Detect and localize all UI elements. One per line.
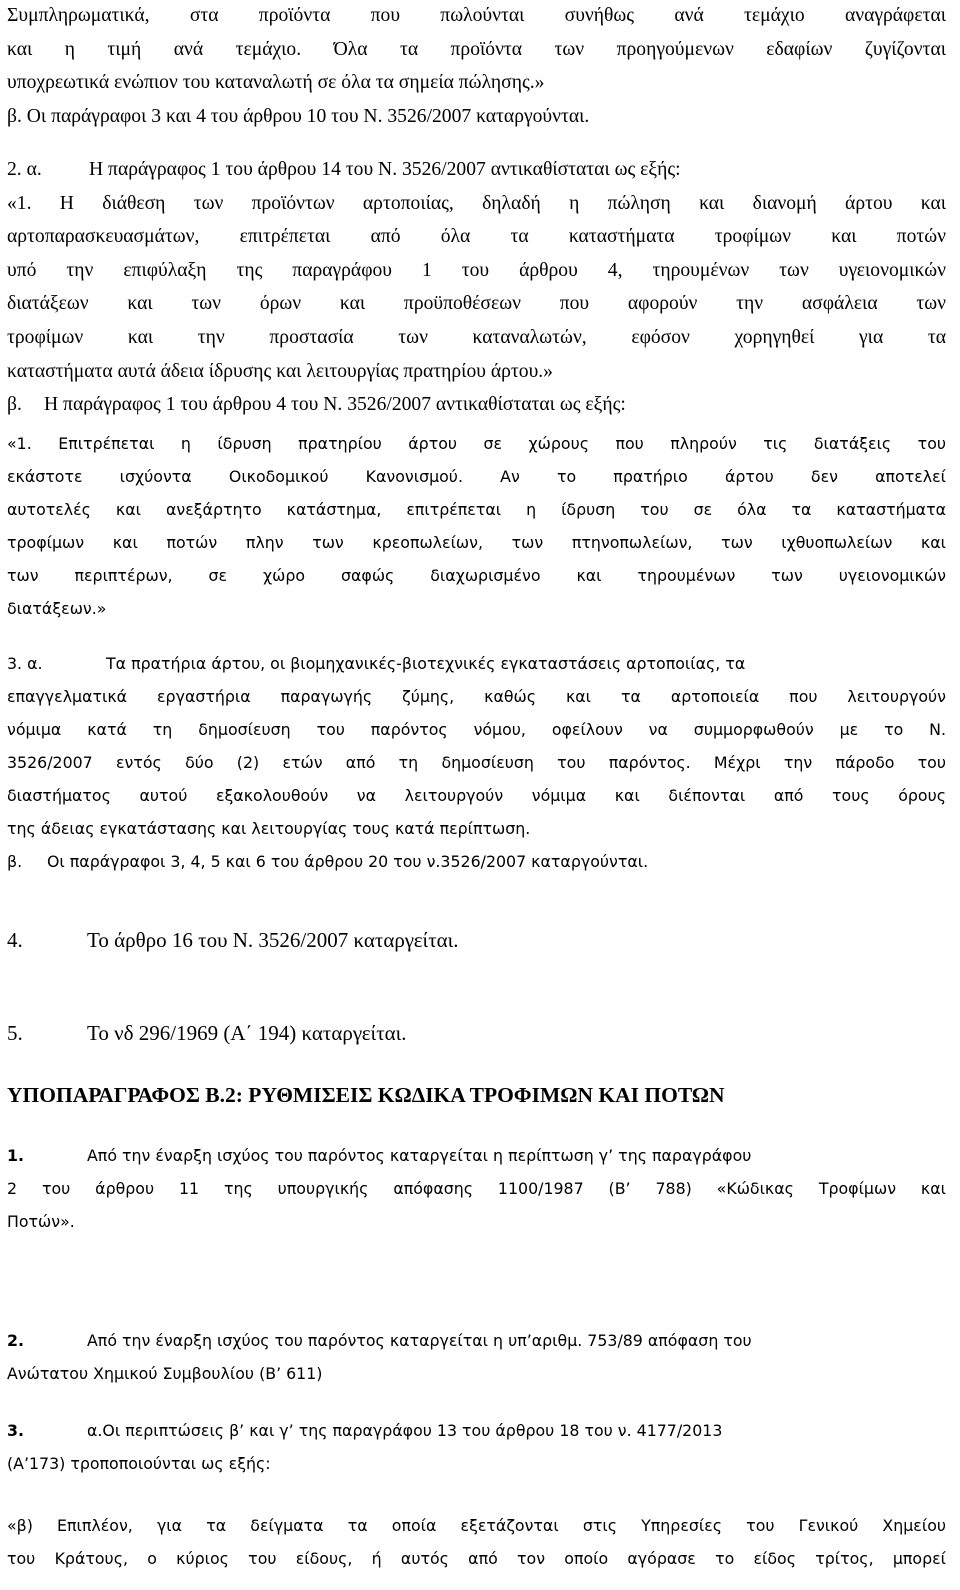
text-line: «1. Η διάθεση των προϊόντων αρτοποιίας, δηλαδή η πώληση και διανομή άρτου και xyxy=(7,192,946,214)
text-line: επαγγελματικά εργαστήρια παραγωγής ζύμης, καθώς και τα αρτοποιεία που λειτουργούν xyxy=(7,687,946,706)
line-text: Από την έναρξη ισχύος του παρόντος καταργείται η περίπτωση γ’ της παραγράφου xyxy=(87,1146,752,1165)
item-marker: 1. xyxy=(7,1146,24,1165)
text-line xyxy=(7,1139,946,1172)
item-marker: β. xyxy=(7,394,22,416)
text-line: «β) Επιπλέον, για τα δείγματα τα οποία εξετάζονται στις Υπηρεσίες του Γενικού Χημείου xyxy=(7,1516,946,1535)
line-text: α.Οι περιπτώσεις β’ και γ’ της παραγράφου 13 του άρθρου 18 του ν. 4177/2013 xyxy=(87,1421,723,1440)
text-line xyxy=(7,647,946,680)
line-text: Η παράγραφος 1 του άρθρου 14 του Ν. 3526/2007 αντικαθίσταται ως εξής: xyxy=(89,159,681,180)
text-line: καταστήματα αυτά άδεια ίδρυσης και λειτουργίας πρατηρίου άρτου.» xyxy=(7,360,553,382)
section-1 xyxy=(7,1139,946,1238)
line-text: Από την έναρξη ισχύος του παρόντος καταργείται η υπ’αριθμ. 753/89 απόφαση του xyxy=(87,1331,752,1350)
section-2 xyxy=(7,1324,946,1390)
line-text: Η παράγραφος 1 του άρθρου 4 του Ν. 3526/2007 αντικαθίσταται ως εξής: xyxy=(44,394,626,416)
text-line xyxy=(7,388,946,422)
text-line: β. Οι παράγραφοι 3 και 4 του άρθρου 10 του Ν. 3526/2007 καταργούνται. xyxy=(7,105,590,127)
text-line: Ποτών». xyxy=(7,1212,75,1231)
text-line xyxy=(7,1414,946,1447)
line-text: Οι παράγραφοι 3, 4, 5 και 6 του άρθρου 20 του ν.3526/2007 καταργούνται. xyxy=(47,852,649,871)
text-line: διατάξεων.» xyxy=(7,599,107,618)
item-marker: 2. α. xyxy=(7,159,42,180)
text-line: τροφίμων και την προστασία των καταναλωτών, εφόσον χορηγηθεί για τα xyxy=(7,326,946,348)
item-marker: 3. α. xyxy=(7,654,43,673)
paragraph-4 xyxy=(7,647,946,878)
text-line: εκάστοτε ισχύοντα Οικοδομικού Κανονισμού. Αν το πρατήριο άρτου δεν αποτελεί xyxy=(7,467,946,486)
quoted-paragraph xyxy=(7,1509,946,1575)
text-line: Ανώτατου Χημικού Συμβουλίου (Β’ 611) xyxy=(7,1364,323,1383)
text-line: διαστήματος αυτού εξακολουθούν να λειτουργούν νόμιμα και διέπονται από τους όρους xyxy=(7,786,946,805)
section-3 xyxy=(7,1414,946,1480)
text-line: υπό την επιφύλαξη της παραγράφου 1 του άρθρου 4, τηρουμένων των υγειονομικών xyxy=(7,259,946,281)
item-marker: 4. xyxy=(7,928,23,952)
text-line xyxy=(7,845,946,878)
line-text: Τα πρατήρια άρτου, οι βιομηχανικές-βιοτεχνικές εγκαταστάσεις αρτοποιίας, τα xyxy=(106,654,746,673)
text-line: (Α’173) τροποποιούνται ως εξής: xyxy=(7,1454,271,1473)
text-line: των περιπτέρων, σε χώρο σαφώς διαχωρισμένο και τηρουμένων των υγειονομικών xyxy=(7,566,946,585)
item-marker: β. xyxy=(7,852,23,871)
item-marker: 5. xyxy=(7,1021,23,1045)
text-line: «1. Επιτρέπεται η ίδρυση πρατηρίου άρτου σε χώρους που πληρούν τις διατάξεις του xyxy=(7,434,946,453)
item-text: Το νδ 296/1969 (Α΄ 194) καταργείται. xyxy=(87,1021,407,1045)
text-line: 3526/2007 εντός δύο (2) ετών από τη δημοσίευση του παρόντος. Μέχρι την πάροδο του xyxy=(7,753,946,772)
item-5 xyxy=(7,1018,946,1048)
paragraph-continuation xyxy=(7,0,946,133)
paragraph-2 xyxy=(7,153,946,422)
text-line: υποχρεωτικά ενώπιον του καταναλωτή σε όλα τα σημεία πώλησης.» xyxy=(7,72,545,94)
text-line: νόμιμα κατά τη δημοσίευση του παρόντος νόμου, οφείλουν να συμμορφωθούν με το Ν. xyxy=(7,720,946,739)
item-4 xyxy=(7,925,946,955)
text-line xyxy=(7,1324,946,1357)
text-line: Συμπληρωματικά, στα προϊόντα που πωλούνται συνήθως ανά τεμάχιο αναγράφεται xyxy=(7,5,946,26)
text-line: της άδειας εγκατάστασης και λειτουργίας τους κατά περίπτωση. xyxy=(7,819,531,838)
text-line: 2 του άρθρου 11 της υπουργικής απόφασης 1100/1987 (Β’ 788) «Κώδικας Τροφίμων και xyxy=(7,1179,946,1198)
item-marker: 2. xyxy=(7,1331,24,1350)
text-line: τροφίμων και ποτών πλην των κρεοπωλείων, των πτηνοπωλείων, των ιχθυοπωλείων και xyxy=(7,533,946,552)
item-marker: 3. xyxy=(7,1421,24,1440)
text-line: αυτοτελές και ανεξάρτητο κατάστημα, επιτρέπεται η ίδρυση του σε όλα τα καταστήματα xyxy=(7,500,946,519)
text-line xyxy=(7,153,946,187)
text-line: αρτοπαρασκευασμάτων, επιτρέπεται από όλα τα καταστήματα τροφίμων και ποτών xyxy=(7,226,946,248)
paragraph-3 xyxy=(7,427,946,625)
text-line: και η τιμή ανά τεμάχιο. Όλα τα προϊόντα των προηγούμενων εδαφίων ζυγίζονται xyxy=(7,38,946,60)
text-line: του Κράτους, ο κύριος του είδους, ή αυτός από τον οποίο αγόρασε το είδος τρίτος, μπορεί xyxy=(7,1549,946,1568)
section-heading: ΥΠΟΠΑΡΑΓΡΑΦΟΣ Β.2: ΡΥΘΜΙΣΕΙΣ ΚΩΔΙΚΑ ΤΡΟΦΙΜΩΝ ΚΑΙ ΠΟΤΩΝ xyxy=(7,1083,725,1107)
item-text: Το άρθρο 16 του Ν. 3526/2007 καταργείται. xyxy=(87,928,459,952)
text-line: διατάξεων και των όρων και προϋποθέσεων που αφορούν την ασφάλεια των xyxy=(7,293,946,315)
